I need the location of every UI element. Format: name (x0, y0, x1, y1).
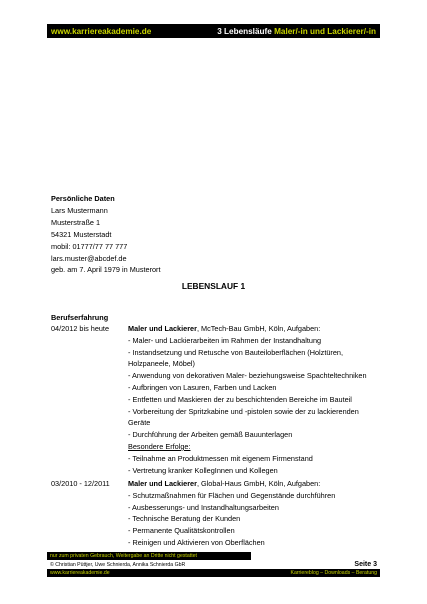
page-header (47, 24, 380, 38)
personal-birth: geb. am 7. April 1979 in Musterort (51, 265, 161, 275)
experience-heading: Berufserfahrung (51, 313, 109, 322)
header-title: 3 Lebensläufe Maler/-in und Lackierer/-in (217, 26, 376, 36)
footer-links[interactable]: Karriereblog – Downloads – Beratung (290, 570, 377, 576)
job-success: - Vertretung kranker KollegInnen und Kollegen (128, 465, 278, 475)
usage-note: nur zum privaten Gebrauch, Weitergabe an Dritte nicht gestattet (47, 552, 251, 560)
job-task: - Durchführung der Arbeiten gemäß Bauunterlagen (128, 430, 293, 440)
header-site-link[interactable]: www.karriereakademie.de (51, 26, 152, 36)
job-task: - Schutzmaßnahmen für Flächen und Gegenstände durchführen (128, 490, 336, 500)
personal-name: Lars Mustermann (51, 205, 108, 215)
personal-street: Musterstraße 1 (51, 217, 101, 227)
job-task: - Reinigen und Aktivieren von Oberflächen (128, 537, 265, 547)
job-task: - Instandsetzung und Retusche von Bauteiloberflächen (Holztüren, Holzpaneele, Möbel) (128, 347, 343, 369)
job-title-line: Maler und Lackierer, McTech-Bau GmbH, Köln, Aufgaben: (128, 324, 321, 333)
job-details (128, 323, 381, 476)
job-task: - Anwendung von dekorativen Maler- beziehungsweise Spachteltechniken (128, 371, 367, 381)
job-title-line: Maler und Lackierer, Global-Haus GmbH, Köln, Aufgaben: (128, 479, 321, 488)
page-number: Seite 3 (354, 561, 377, 568)
document-title: LEBENSLAUF 1 (181, 281, 246, 291)
job-task: - Ausbesserungs- und Instandhaltungsarbeiten (128, 502, 279, 512)
job-task: - Permanente Qualitätskontrollen (128, 526, 235, 536)
job-task: - Technische Beratung der Kunden (128, 514, 241, 524)
personal-email: lars.muster@abcdef.de (51, 253, 127, 263)
job-period: 03/2010 - 12/2011 (51, 479, 110, 488)
personal-heading: Persönliche Daten (51, 194, 115, 203)
job-period: 04/2012 bis heute (51, 324, 110, 333)
footer-site-link[interactable]: www.karriereakademie.de (50, 570, 110, 576)
success-heading: Besondere Erfolge: (128, 441, 191, 451)
copyright: © Christian Püttjer, Uwe Schnierda, Annika Schnierda GbR (50, 561, 186, 568)
personal-data (51, 193, 161, 276)
personal-city: 54321 Musterstadt (51, 229, 112, 239)
footer-links-row (47, 570, 380, 577)
page-footer (47, 552, 380, 577)
personal-mobile: mobil: 01777/77 77 777 (51, 241, 128, 251)
job-task: - Maler- und Lackierarbeiten im Rahmen der Instandhaltung (128, 335, 322, 345)
footer-copyright-row (47, 560, 380, 570)
job-task: - Vorbereitung der Spritzkabine und -pistolen sowie der zu lackierenden Geräte (128, 406, 359, 428)
job-details (128, 478, 381, 549)
job-task: - Entfetten und Maskieren der zu beschichtenden Bereiche im Bauteil (128, 394, 352, 404)
job-success: - Teilnahme an Produktmessen mit eigenem Firmenstand (128, 453, 313, 463)
job-task: - Aufbringen von Lasuren, Farben und Lacken (128, 382, 277, 392)
